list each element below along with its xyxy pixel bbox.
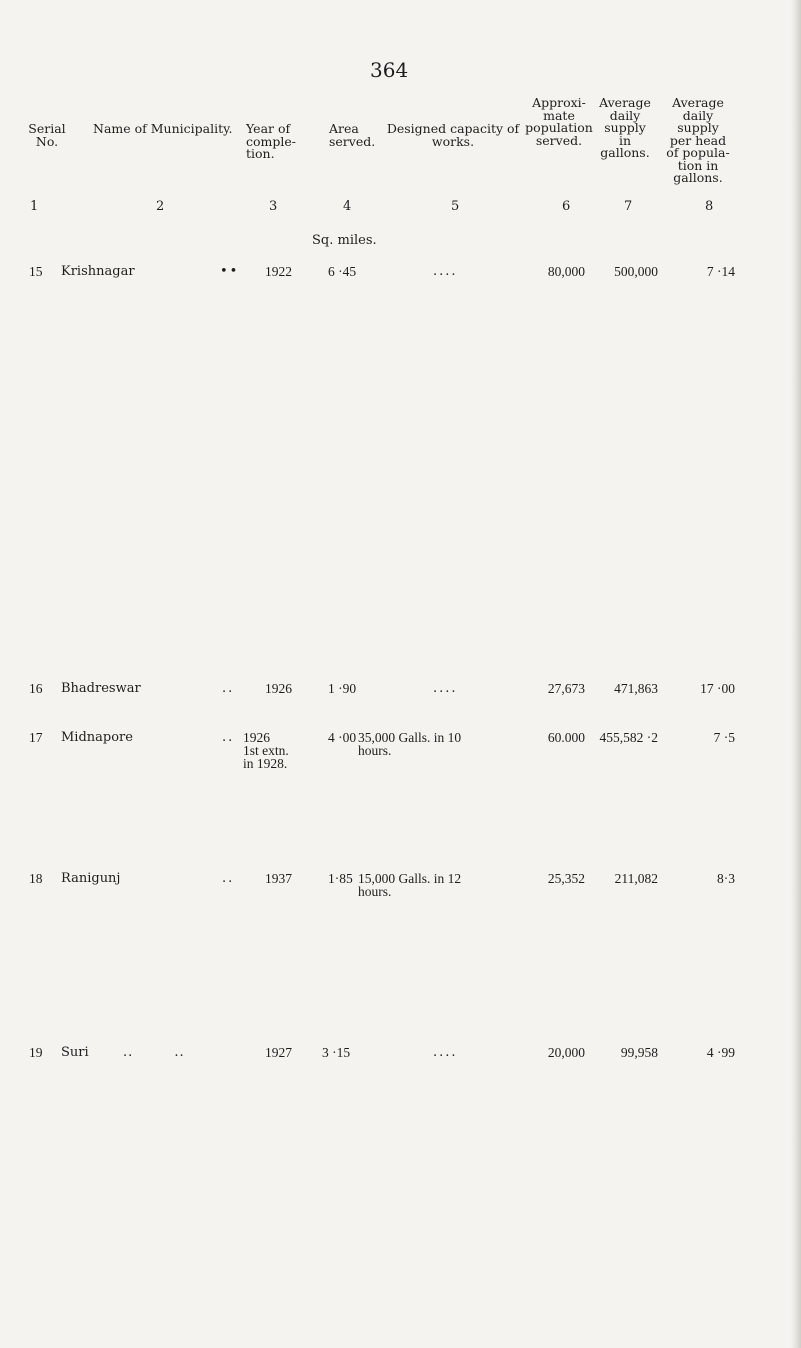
column-index-3: 3 [269, 199, 278, 214]
row-area: 4 ·00 [328, 730, 357, 745]
row-per-head: 7 ·14 [706, 264, 735, 279]
column-heading-name: Name of Municipality. [93, 121, 233, 136]
row-daily-supply: 500,000 [614, 264, 658, 279]
row-year: 1937 [265, 871, 292, 886]
row-municipality: Krishnagar [61, 264, 135, 279]
row-per-head: 17 ·00 [700, 681, 735, 696]
row-population: 25,352 [547, 871, 585, 886]
row-capacity: .... [433, 1045, 458, 1060]
column-index-6: 6 [562, 199, 571, 214]
row-daily-supply: 471,863 [614, 681, 658, 696]
column-heading-daily-supply: Average daily supply in gallons. [599, 95, 651, 160]
row-municipality: Suri [61, 1045, 89, 1060]
row-municipality: Bhadreswar [61, 681, 141, 696]
row-population: 20,000 [547, 1045, 585, 1060]
row-capacity: 35,000 Galls. in 10 hours. [358, 730, 462, 758]
row-daily-supply: 211,082 [614, 871, 658, 886]
row-year: 1926 1st extn. in 1928. [243, 730, 289, 771]
row-population: 60.000 [547, 730, 585, 745]
row-serial: 17 [29, 730, 43, 745]
column-heading-capacity: Designed capacity of works. [386, 121, 520, 149]
row-leader-dots: .. [222, 730, 235, 745]
row-year: 1927 [265, 1045, 292, 1060]
row-per-head: 4 ·99 [706, 1045, 735, 1060]
area-unit-label: Sq. miles. [312, 233, 377, 248]
row-population: 27,673 [547, 681, 585, 696]
row-serial: 18 [29, 871, 43, 886]
row-serial: 16 [29, 681, 43, 696]
column-index-2: 2 [156, 199, 165, 214]
row-year: 1922 [265, 264, 292, 279]
row-serial: 19 [29, 1045, 43, 1060]
row-leader-dots: .. [222, 681, 235, 696]
row-leader-dots: •• [220, 264, 240, 279]
row-daily-supply: 99,958 [620, 1045, 658, 1060]
column-index-5: 5 [451, 199, 460, 214]
page-edge-shadow [791, 0, 801, 1348]
column-heading-serial: Serial No. [28, 121, 66, 149]
row-capacity: 15,000 Galls. in 12 hours. [358, 871, 462, 899]
row-area: 3 ·15 [322, 1045, 351, 1060]
row-year: 1926 [265, 681, 292, 696]
row-per-head: 8·3 [717, 871, 735, 886]
column-index-1: 1 [30, 199, 39, 214]
row-municipality: Ranigunj [61, 871, 121, 886]
row-area: 6 ·45 [328, 264, 357, 279]
column-heading-per-head: Average daily supply per head of popula- tion in gallons. [666, 95, 730, 185]
row-per-head: 7 ·5 [713, 730, 735, 745]
column-index-4: 4 [343, 199, 352, 214]
column-index-7: 7 [624, 199, 633, 214]
column-index-8: 8 [705, 199, 714, 214]
row-leader-dots: .. .. [123, 1045, 185, 1060]
row-leader-dots: .. [222, 871, 235, 886]
column-heading-area: Area served. [329, 121, 376, 149]
row-serial: 15 [29, 264, 43, 279]
page-number: 364 [370, 58, 409, 82]
row-area: 1 ·90 [328, 681, 357, 696]
row-area: 1·85 [328, 871, 353, 886]
row-capacity: .... [433, 264, 458, 279]
column-heading-population: Approxi- mate population served. [525, 95, 593, 148]
row-daily-supply: 455,582 ·2 [599, 730, 658, 745]
row-capacity: .... [433, 681, 458, 696]
row-population: 80,000 [547, 264, 585, 279]
row-municipality: Midnapore [61, 730, 133, 745]
column-heading-year: Year of comple- tion. [246, 121, 296, 161]
